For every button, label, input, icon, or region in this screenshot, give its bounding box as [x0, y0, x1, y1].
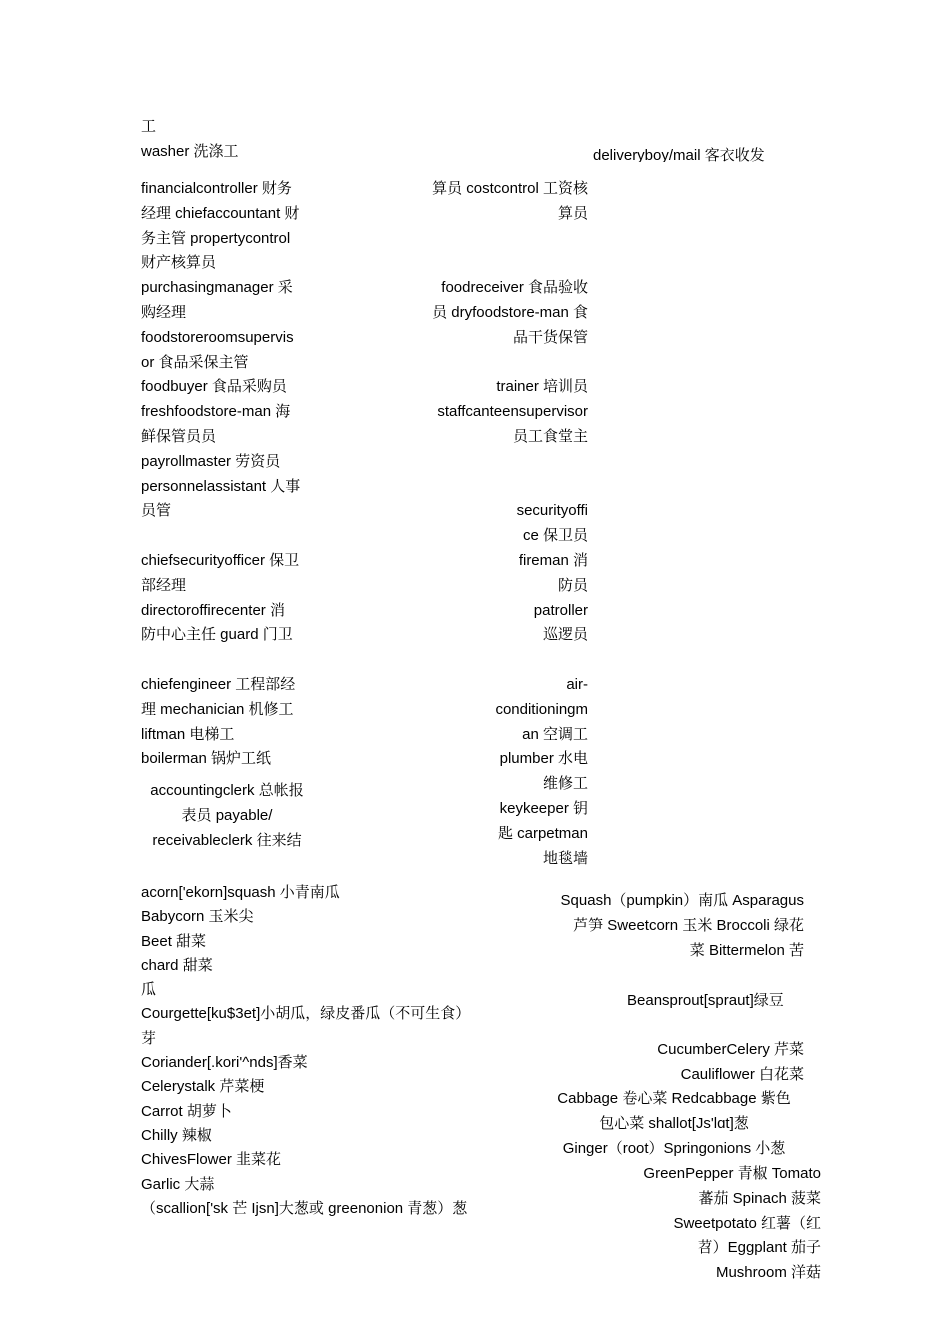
text-line	[400, 251, 588, 276]
text-line: Beet 甜菜	[141, 932, 207, 950]
text-line: 算员 costcontrol 工资核	[432, 180, 588, 197]
text-line: 品干货保管	[512, 328, 588, 346]
top-fragment	[141, 115, 239, 165]
text-line: conditioningm	[495, 700, 588, 718]
text-line: 维修工	[542, 775, 588, 793]
text-line: 鲜保管员员	[141, 427, 217, 445]
text-line: 瓜	[141, 981, 157, 999]
text-line: Garlic 大蒜	[141, 1175, 215, 1193]
text-line	[400, 351, 588, 376]
text-line: Coriander[.kori'^nds]香菜	[141, 1054, 308, 1072]
staff-right-column	[400, 177, 588, 871]
text-line: 巡逻员	[542, 626, 588, 644]
vegetable-left-column	[141, 881, 470, 1221]
text-line: directoroffirecenter 消	[141, 601, 285, 619]
text-line	[141, 648, 300, 673]
text-line: Beansprout[spraut]绿豆	[627, 992, 784, 1009]
text-line: 蕃茄 Spinach 菠菜	[698, 1189, 821, 1207]
text-line: ce 保卫员	[522, 527, 588, 545]
vegetable-right-block-a	[520, 889, 804, 963]
text-line: Babycorn 玉米尖	[141, 908, 254, 926]
text-line: 芦笋 Sweetcorn 玉米 Broccoli 绿花	[573, 916, 804, 934]
text-line: staffcanteensupervisor	[437, 403, 588, 421]
text-line: financialcontroller 财务	[141, 180, 292, 197]
text-line: 员管	[141, 502, 172, 520]
text-line: keykeeper 钥	[499, 799, 588, 817]
text-line: 理 mechanician 机修工	[141, 700, 294, 718]
text-line: washer 洗涤工	[141, 142, 239, 160]
text-line: Courgette[ku$3et]小胡瓜，绿皮番瓜（不可生食）	[141, 1005, 471, 1023]
text-line: plumber 水电	[499, 750, 588, 768]
text-line: GreenPepper 青椒 Tomato	[643, 1165, 821, 1182]
text-line: 防中心主任 guard 门卫	[141, 626, 293, 644]
text-line: personnelassistant 人事	[141, 477, 301, 495]
text-line: Chilly 辣椒	[141, 1126, 212, 1144]
text-line: an 空调工	[522, 725, 588, 743]
staff-left-column	[141, 177, 300, 772]
vegetable-right-block-c	[600, 1038, 804, 1088]
text-line: accountingclerk 总帐报	[150, 782, 304, 799]
text-line: purchasingmanager 采	[141, 279, 293, 297]
text-line: CucumberCelery 芹菜	[657, 1041, 804, 1058]
text-line: 购经理	[141, 303, 187, 321]
text-line: Celerystalk 芹菜梗	[141, 1078, 265, 1096]
text-line: 部经理	[141, 576, 187, 594]
text-line: 苕）Eggplant 茄子	[697, 1239, 821, 1257]
text-line: liftman 电梯工	[141, 725, 235, 743]
text-line: 芽	[141, 1029, 157, 1047]
text-line: Cauliflower 白花菜	[680, 1065, 804, 1083]
text-line	[400, 475, 588, 500]
text-line: 表员 payable/	[181, 806, 273, 824]
text-line: Sweetpotato 红薯（红	[673, 1214, 821, 1232]
text-line: ChivesFlower 韭菜花	[141, 1151, 282, 1169]
text-line: trainer 培训员	[496, 378, 588, 396]
text-line: patroller	[533, 601, 588, 619]
text-line: 菜 Bittermelon 苦	[689, 941, 804, 959]
text-line: 务主管 propertycontrol	[141, 229, 291, 247]
text-line: chiefsecurityofficer 保卫	[141, 551, 300, 569]
vegetable-right-block-b	[627, 989, 784, 1014]
text-line: receivableclerk 往来结	[152, 831, 302, 849]
text-line: 工	[141, 118, 157, 135]
text-line	[400, 648, 588, 673]
text-line: （scallion['sk 芒 Ijsn]大葱或 greenonion 青葱）葱	[141, 1199, 468, 1217]
text-line: Cabbage 卷心菜 Redcabbage 紫色	[557, 1090, 791, 1107]
text-line: or 食品采保主管	[141, 353, 249, 371]
text-line: chiefengineer 工程部经	[141, 675, 296, 693]
text-line: Carrot 胡萝卜	[141, 1102, 232, 1120]
text-line: foodbuyer 食品采购员	[141, 378, 287, 396]
text-line	[141, 524, 300, 549]
vegetable-right-block-e	[600, 1162, 821, 1286]
text-line: foodreceiver 食品验收	[441, 279, 588, 297]
text-line: acorn['ekorn]squash 小青南瓜	[141, 884, 340, 901]
text-line: payrollmaster 劳资员	[141, 452, 281, 470]
text-line: 员 dryfoodstore-man 食	[432, 303, 588, 321]
text-line: 防员	[557, 576, 588, 594]
text-line: Squash（pumpkin）南瓜 Asparagus	[560, 892, 804, 909]
text-line: 员工食堂主	[512, 427, 588, 445]
text-line: 经理 chiefaccountant 财	[141, 204, 300, 222]
text-line: 财产核算员	[141, 254, 217, 272]
text-line: foodstoreroomsupervis	[141, 328, 294, 346]
text-line: boilerman 锅炉工纸	[141, 750, 272, 768]
text-line: 算员	[557, 204, 588, 222]
text-line	[400, 227, 588, 252]
text-line: 匙 carpetman	[497, 824, 588, 842]
text-line: Ginger（root）Springonions 小葱	[562, 1139, 786, 1157]
text-line: deliveryboy/mail 客衣收发	[593, 147, 765, 162]
text-line: securityoffi	[516, 502, 588, 520]
text-line: fireman 消	[518, 551, 588, 569]
cut-off-line	[593, 146, 765, 162]
text-line	[400, 450, 588, 475]
vegetable-right-block-d	[553, 1087, 795, 1161]
text-line: Mushroom 洋菇	[715, 1264, 821, 1282]
text-line: chard 甜菜	[141, 956, 213, 974]
text-line: 包心菜 shallot[Js'lɑt]葱	[599, 1114, 749, 1132]
text-line: freshfoodstore-man 海	[141, 403, 291, 421]
staff-left-center-block	[141, 779, 313, 853]
text-line: air-	[566, 675, 588, 693]
text-line: 地毯墙	[542, 849, 588, 867]
